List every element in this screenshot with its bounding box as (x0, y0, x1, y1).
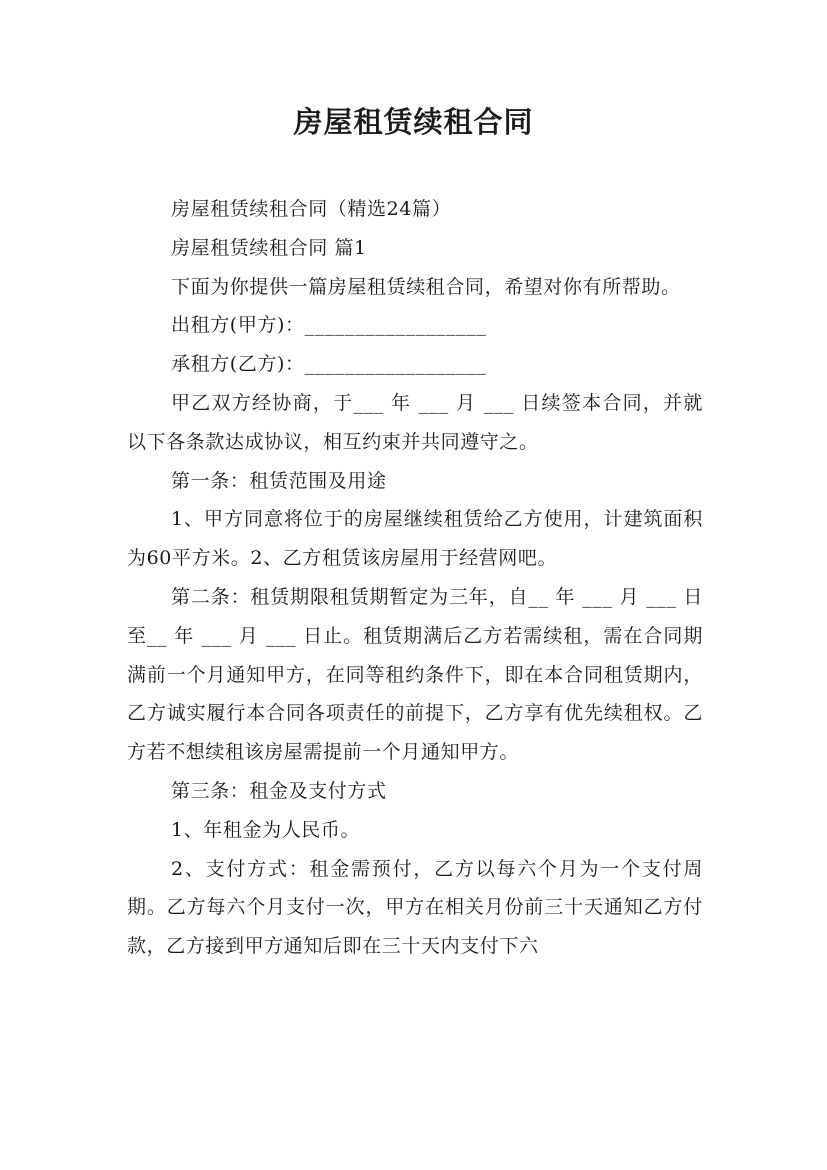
paragraph-lessor: 出租方(甲方)：__________________ (171, 314, 487, 337)
paragraph-subtitle: 房屋租赁续租合同（精选24篇） (171, 198, 452, 220)
paragraph-section-heading: 房屋租赁续租合同 篇1 (171, 236, 367, 259)
paragraph-article-2: 第二条：租赁期限租赁期暂定为三年，自__ 年 ___ 月 ___ 日至__ 年 ___ 月 ___ 日止。租赁期满后乙方若需续租，需在合同期满前一个月通知甲方，在同等租约条件下，即在本合同租赁期内，乙方诚实履行本合同各项责任的前提下，乙方享有优先续租权。乙方若不想续租该房屋需提前一个月通知甲方。 (127, 585, 703, 764)
paragraph-article-3-heading: 第三条：租金及支付方式 (171, 779, 387, 802)
paragraph-article-3-item-1: 1、年租金为人民币。 (171, 818, 361, 841)
paragraph-agreement: 甲乙双方经协商，于___ 年 ___ 月 ___ 日续签本合同，并就以下各条款达成协议，相互约束并共同遵守之。 (127, 391, 703, 453)
document-title: 房屋租赁续租合同 (293, 105, 534, 139)
paragraph-lessee: 承租方(乙方)：__________________ (171, 353, 487, 376)
document-body (127, 190, 703, 966)
paragraph-intro: 下面为你提供一篇房屋租赁续租合同，希望对你有所帮助。 (171, 275, 681, 298)
paragraph-article-1-body: 1、甲方同意将位于的房屋继续租赁给乙方使用，计建筑面积为60平方米。2、乙方租赁该房屋用于经营网吧。 (127, 508, 703, 570)
paragraph-article-3-item-2: 2、支付方式：租金需预付，乙方以每六个月为一个支付周期。乙方每六个月支付一次，甲方在相关月份前三十天通知乙方付款，乙方接到甲方通知后即在三十天内支付下六 (127, 857, 703, 958)
paragraph-article-1-heading: 第一条：租赁范围及用途 (171, 469, 387, 492)
